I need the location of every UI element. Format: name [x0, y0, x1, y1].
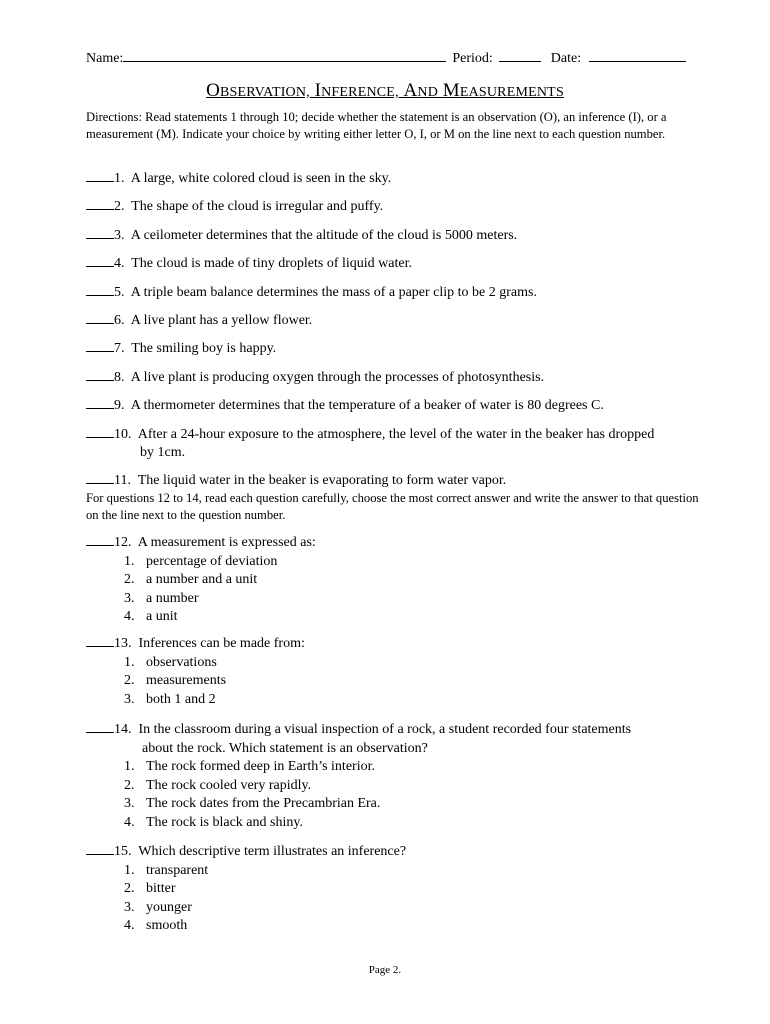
option-text: a number: [146, 590, 199, 606]
page-title: [0, 80, 770, 102]
option-number: 1.: [124, 553, 135, 569]
period-blank[interactable]: [499, 47, 541, 62]
option-item: [86, 814, 706, 833]
title-initial-a: A: [403, 80, 418, 101]
statement-number: 6.: [114, 312, 125, 328]
option-text: smooth: [146, 918, 188, 933]
question-text-continued: about the rock. Which statement is an observation?: [142, 740, 428, 756]
name-label: Name:: [86, 51, 124, 66]
option-text: observations: [146, 654, 217, 670]
option-number: 4.: [124, 918, 135, 933]
question-15: [86, 842, 706, 936]
option-number: 1.: [124, 862, 135, 878]
statement-text: A ceilometer determines that the altitude of the cloud is 5000 meters.: [130, 227, 518, 243]
option-text: younger: [146, 899, 192, 915]
answer-blank[interactable]: [86, 471, 114, 484]
statement-text: A thermometer determines that the temperature of a beaker of water is 80 degrees C.: [130, 398, 604, 414]
question-text: In the classroom during a visual inspection of a rock, a student recorded four statements: [138, 722, 632, 737]
statement-list: [86, 169, 706, 499]
statement-text: After a 24-hour exposure to the atmosphere, the level of the water in the beaker has dropped: [137, 426, 655, 442]
option-number: 3.: [124, 796, 135, 811]
page-number: Page 2.: [368, 964, 402, 976]
question-number: 13.: [114, 636, 132, 651]
answer-blank[interactable]: [86, 425, 114, 438]
statement-item: [86, 226, 706, 245]
option-number: 2.: [124, 572, 135, 587]
option-item: [86, 862, 706, 881]
answer-blank[interactable]: [86, 226, 114, 239]
statement-number: 3.: [114, 227, 125, 243]
option-number: 2.: [124, 881, 135, 896]
statement-item: [86, 425, 706, 462]
option-text: a number and a unit: [146, 572, 258, 587]
option-item: [86, 777, 706, 796]
statement-text: The cloud is made of tiny droplets of liquid water.: [131, 256, 412, 272]
title-word-measurements: EASUREMENTS: [459, 85, 564, 100]
period-label: Period:: [452, 51, 493, 66]
statement-number: 4.: [114, 256, 125, 272]
option-number: 2.: [124, 673, 135, 688]
statement-number: 11.: [114, 472, 131, 488]
statement-item: [86, 169, 706, 188]
name-blank[interactable]: [123, 47, 446, 62]
option-item: [86, 758, 706, 777]
statement-number: 2.: [114, 199, 125, 215]
statement-item: [86, 471, 706, 490]
statement-text-continued: by 1cm.: [140, 444, 186, 460]
question-number: 12.: [114, 535, 132, 550]
statement-item: [86, 197, 706, 216]
option-text: transparent: [146, 862, 209, 878]
directions-text: Directions: Read statements 1 through 10; decide whether the statement is an observation (O), an inference (I), or a measurement (M). Indicate your choice by writing either letter O, I, or M on the line next to each question number.: [86, 110, 667, 141]
answer-blank[interactable]: [86, 634, 114, 647]
answer-blank[interactable]: [86, 368, 114, 381]
statement-number: 5.: [114, 284, 125, 300]
title-initial-o: O: [206, 80, 220, 101]
answer-blank[interactable]: [86, 339, 114, 352]
option-text: The rock dates from the Precambrian Era.: [146, 796, 381, 811]
question-stem: [86, 533, 706, 553]
statement-item: [86, 311, 706, 330]
question-stem: [86, 842, 706, 862]
statement-text: A large, white colored cloud is seen in the sky.: [130, 171, 392, 186]
option-item: [86, 590, 706, 609]
option-text: both 1 and 2: [146, 691, 216, 707]
option-item: [86, 608, 706, 627]
statement-text: A triple beam balance determines the mass of a paper clip to be 2 grams.: [130, 284, 537, 300]
date-blank[interactable]: [589, 47, 686, 62]
option-number: 1.: [124, 654, 135, 670]
question-14: [86, 720, 706, 832]
statement-item: [86, 339, 706, 358]
answer-blank[interactable]: [86, 197, 114, 210]
statement-item: [86, 396, 706, 415]
question-text: A measurement is expressed as:: [137, 535, 316, 550]
header-line: [86, 47, 706, 67]
option-number: 3.: [124, 899, 135, 915]
option-item: [86, 553, 706, 572]
statement-number: 1.: [114, 171, 125, 186]
option-number: 3.: [124, 691, 135, 707]
option-item: [86, 654, 706, 673]
answer-blank[interactable]: [86, 169, 114, 182]
date-label: Date:: [550, 51, 582, 66]
option-number: 3.: [124, 590, 135, 606]
option-number: 4.: [124, 609, 135, 624]
option-text: bitter: [146, 881, 176, 896]
option-text: The rock is black and shiny.: [146, 814, 303, 830]
title-word-observation: BSERVATION,: [219, 85, 310, 100]
option-item: [86, 880, 706, 899]
statement-number: 10.: [114, 426, 132, 442]
statement-number: 9.: [114, 398, 125, 414]
option-item: [86, 917, 706, 936]
statement-item: [86, 254, 706, 273]
title-initial-i: I: [314, 80, 322, 101]
question-12: [86, 533, 706, 627]
statement-number: 8.: [114, 369, 125, 385]
question-number: 15.: [114, 844, 132, 859]
question-stem: [86, 720, 706, 740]
title-word-and: ND: [417, 85, 439, 100]
answer-blank[interactable]: [86, 720, 114, 733]
title-word-inference: NFERENCE,: [321, 85, 399, 100]
question-text: Inferences can be made from:: [138, 636, 305, 651]
option-text: a unit: [146, 609, 178, 624]
option-text: percentage of deviation: [146, 553, 278, 569]
answer-blank[interactable]: [86, 254, 114, 267]
statement-item: [86, 283, 706, 302]
question-13: [86, 634, 706, 709]
option-number: 4.: [124, 814, 135, 830]
answer-blank[interactable]: [86, 283, 114, 296]
statement-text: The shape of the cloud is irregular and puffy.: [131, 199, 384, 215]
question-stem: [86, 634, 706, 654]
instructions-12-14: For questions 12 to 14, read each question carefully, choose the most correct answer and write the answer to that question on the line next to the question number.: [86, 491, 699, 522]
option-text: The rock cooled very rapidly.: [146, 777, 312, 793]
answer-blank[interactable]: [86, 533, 114, 546]
option-text: measurements: [146, 673, 227, 688]
option-number: 1.: [124, 759, 135, 774]
statement-item: [86, 368, 706, 387]
answer-blank[interactable]: [86, 311, 114, 324]
option-text: The rock formed deep in Earth’s interior.: [146, 759, 375, 774]
question-number: 14.: [114, 722, 132, 737]
option-number: 2.: [124, 777, 135, 793]
statement-text: A live plant has a yellow flower.: [130, 312, 313, 328]
statement-number: 7.: [114, 341, 125, 357]
statement-text: The smiling boy is happy.: [131, 341, 277, 357]
statement-text: The liquid water in the beaker is evaporating to form water vapor.: [137, 472, 507, 488]
question-text: Which descriptive term illustrates an inference?: [138, 844, 407, 859]
option-item: [86, 691, 706, 710]
answer-blank[interactable]: [86, 842, 114, 855]
title-initial-m: M: [442, 80, 460, 101]
statement-text: A live plant is producing oxygen through the processes of photosynthesis.: [130, 369, 545, 385]
option-item: [86, 672, 706, 691]
option-item: [86, 795, 706, 814]
answer-blank[interactable]: [86, 396, 114, 409]
option-item: [86, 571, 706, 590]
option-item: [86, 899, 706, 918]
